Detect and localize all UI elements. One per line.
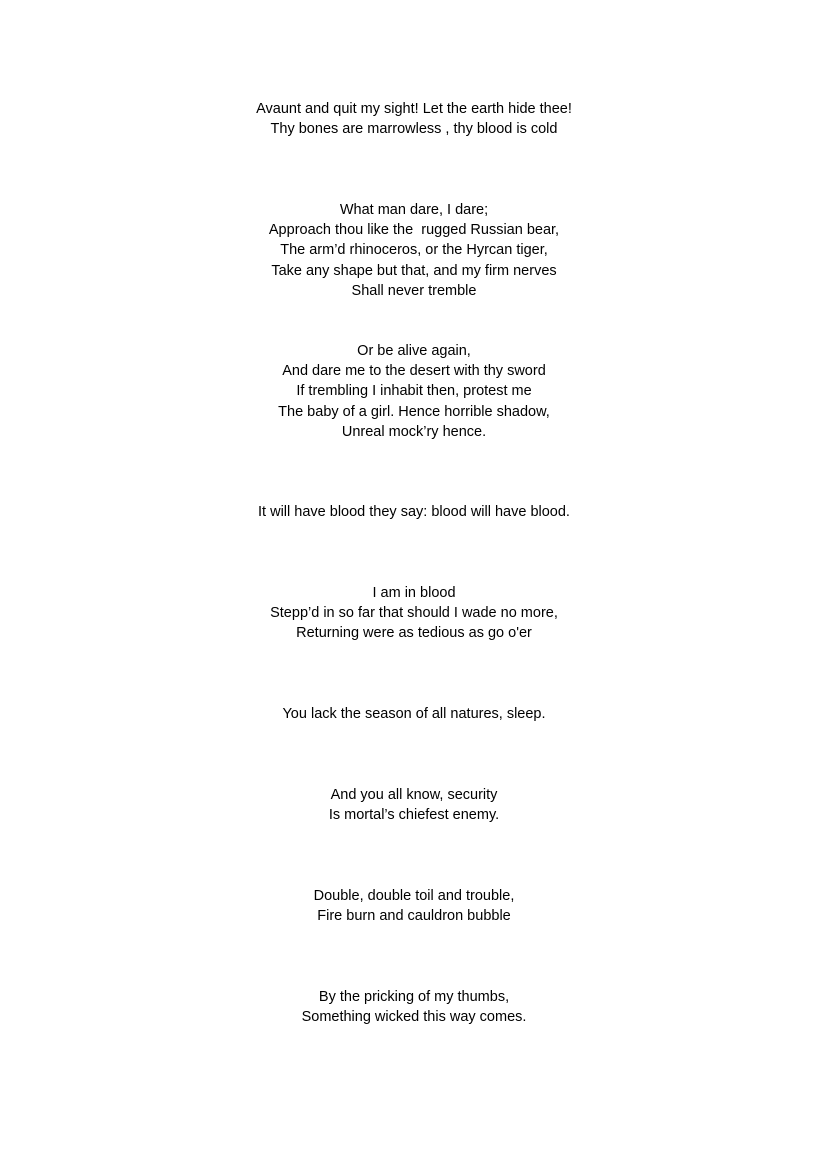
stanza-line: It will have blood they say: blood will have blood. (258, 504, 570, 520)
stanza-9 (0, 987, 828, 1027)
stanza-line: Thy bones are marrowless , thy blood is cold (270, 121, 558, 138)
stanza-line: You lack the season of all natures, sleep. (282, 706, 546, 722)
stanza-7 (0, 785, 828, 825)
stanza-line: Take any shape but that, and my firm nerves (271, 262, 557, 279)
stanza-line: Is mortal’s chiefest enemy. (328, 807, 500, 824)
stanza-line: The baby of a girl. Hence horrible shadow, (278, 403, 550, 420)
stanza-2 (0, 200, 828, 301)
stanza-1 (0, 99, 828, 139)
stanza-line: Avaunt and quit my sight! Let the earth hide thee! (256, 101, 572, 117)
stanza-8 (0, 886, 828, 926)
stanza-3 (0, 341, 828, 442)
stanza-line: If trembling I inhabit then, protest me (296, 383, 532, 400)
stanza-line: Something wicked this way comes. (301, 1009, 527, 1026)
stanza-6 (0, 704, 828, 724)
stanza-line: And dare me to the desert with thy sword (282, 363, 546, 380)
stanza-line: The arm’d rhinoceros, or the Hyrcan tiger, (280, 242, 548, 259)
stanza-5 (0, 583, 828, 644)
stanza-line: Shall never tremble (351, 282, 477, 299)
stanza-line: By the pricking of my thumbs, (318, 989, 510, 1005)
stanza-line: Returning were as tedious as go o'er (296, 625, 532, 642)
stanza-line: Double, double toil and trouble, (313, 888, 515, 904)
stanza-line: I am in blood (372, 585, 456, 601)
stanza-line: Fire burn and cauldron bubble (317, 908, 511, 925)
stanza-line: Unreal mock’ry hence. (341, 423, 487, 440)
stanza-line: And you all know, security (330, 787, 498, 803)
stanza-line: What man dare, I dare; (339, 202, 489, 218)
stanza-4 (0, 502, 828, 522)
stanza-line: Or be alive again, (357, 343, 471, 359)
stanza-line: Approach thou like the rugged Russian bear, (268, 222, 560, 239)
stanza-line: Stepp’d in so far that should I wade no more, (270, 605, 558, 622)
